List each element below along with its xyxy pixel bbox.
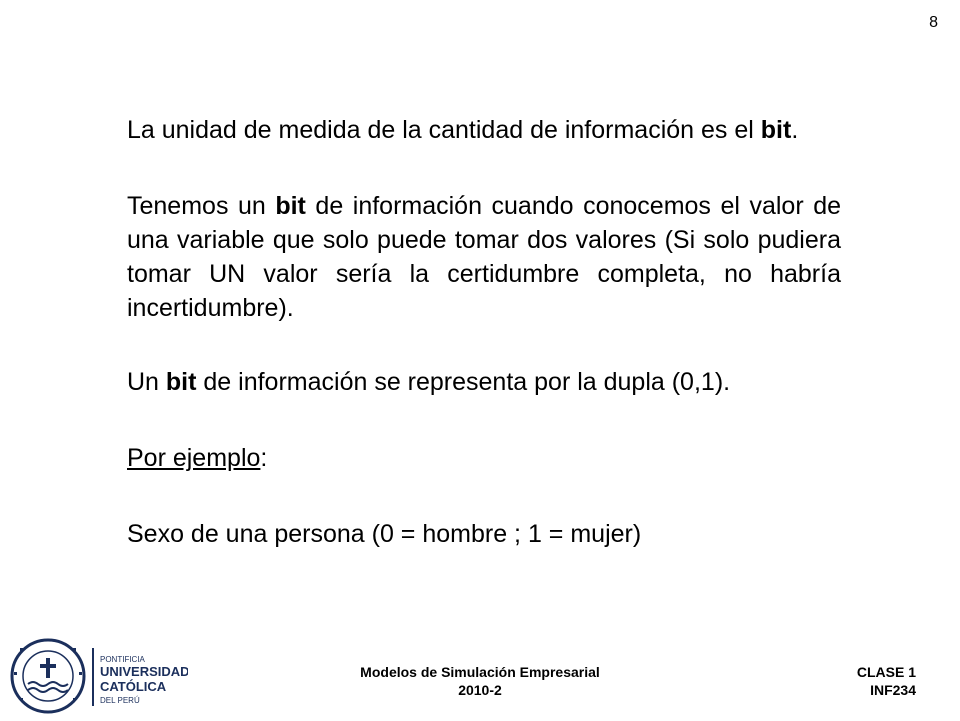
course-code: INF234 (870, 682, 916, 698)
paragraph-unit-definition: La unidad de medida de la cantidad de información es el bit. (127, 116, 799, 144)
svg-text:UNIVERSIDAD: UNIVERSIDAD (100, 664, 188, 679)
university-logo (8, 636, 188, 716)
svg-text:PONTIFICIA: PONTIFICIA (100, 655, 145, 664)
footer-class-info (857, 663, 916, 699)
university-seal-icon (8, 636, 188, 716)
svg-text:CATÓLICA: CATÓLICA (100, 679, 167, 694)
footer-course-info (300, 663, 660, 699)
bold-bit: bit (760, 116, 792, 144)
course-name: Modelos de Simulación Empresarial (360, 664, 600, 680)
class-label: CLASE 1 (856, 664, 916, 680)
paragraph-example: Sexo de una persona (0 = hombre ; 1 = mujer) (127, 520, 642, 548)
svg-text:DEL PERÚ: DEL PERÚ (100, 696, 140, 705)
paragraph-bit-representation: Un bit de información se representa por la dupla (0,1). (127, 368, 731, 396)
paragraph-bit-explanation: Tenemos un bit de información cuando conocemos el valor de una variable que solo puede tomar dos valores (Si solo pudiera tomar UN valor sería la certidumbre completa, no habría incertidumbre). (127, 192, 841, 322)
bold-bit: bit (165, 368, 197, 396)
slide-number: 8 (929, 14, 938, 31)
slide-body (127, 113, 841, 551)
example-label: Por ejemplo (127, 444, 261, 472)
paragraph-example-heading: Por ejemplo: (127, 444, 268, 472)
term: 2010-2 (458, 682, 502, 698)
bold-bit: bit (275, 192, 306, 220)
